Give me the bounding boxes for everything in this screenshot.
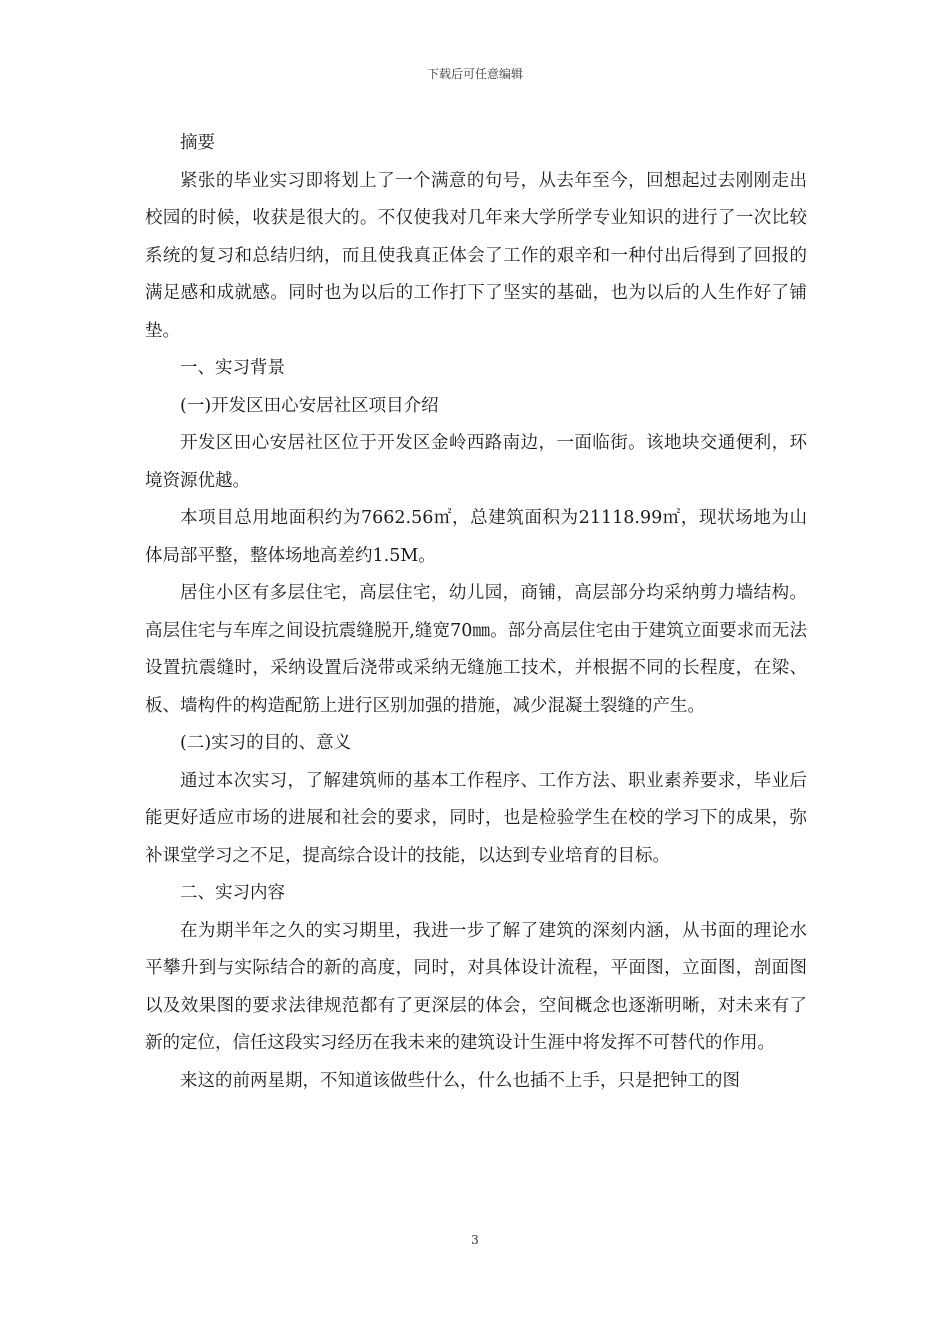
paragraph-first-weeks: 来这的前两星期，不知道该做些什么，什么也插不上手，只是把钟工的图 xyxy=(180,1070,740,1091)
page-header: 下载后可任意编辑 xyxy=(426,67,523,81)
section-heading-background: 一、实习背景 xyxy=(180,358,285,378)
subsection-heading-project: (一)开发区田心安居社区项目介绍 xyxy=(180,395,439,416)
abstract-heading: 摘要 xyxy=(180,133,215,153)
paragraph-location: 开发区田心安居社区位于开发区金岭西路南边，一面临街。该地块交通便利，环境资源优越。 xyxy=(145,433,807,491)
page-number: 3 xyxy=(471,1233,479,1247)
paragraph-area: 本项目总用地面积约为7662.56㎡，总建筑面积为21118.99㎡，现状场地为山体局部平整，整体场地高差约1.5M。 xyxy=(145,508,807,566)
document-body xyxy=(145,125,807,1100)
paragraph-purpose: 通过本次实习，了解建筑师的基本工作程序、工作方法、职业素养要求，毕业后能更好适应市场的进展和社会的要求，同时，也是检验学生在校的学习下的成果，弥补课堂学习之不足，提高综合设计的技能，以达到专业培育的目标。 xyxy=(145,770,807,866)
paragraph-structure: 居住小区有多层住宅，高层住宅，幼儿园，商铺，高层部分均采纳剪力墙结构。高层住宅与车库之间设抗震缝脱开,缝宽70㎜。部分高层住宅由于建筑立面要求而无法设置抗震缝时，采纳设置后浇带或采纳无缝施工技术，并根据不同的长程度，在梁、板、墙构件的构造配筋上进行区别加强的措施，减少混凝土裂缝的产生。 xyxy=(145,583,807,716)
paragraph-content: 在为期半年之久的实习期里，我进一步了解了建筑的深刻内涵，从书面的理论水平攀升到与实际结合的新的高度，同时，对具体设计流程，平面图，立面图，剖面图以及效果图的要求法律规范都有了更深层的体会，空间概念也逐渐明晰，对未来有了新的定位，信任这段实习经历在我未来的建筑设计生涯中将发挥不可替代的作用。 xyxy=(145,920,807,1053)
subsection-heading-purpose: (二)实习的目的、意义 xyxy=(180,733,352,753)
section-heading-content: 二、实习内容 xyxy=(180,883,285,903)
abstract-paragraph: 紧张的毕业实习即将划上了一个满意的句号，从去年至今，回想起过去刚刚走出校园的时候，收获是很大的。不仅使我对几年来大学所学专业知识的进行了一次比较系统的复习和总结归纳，而且使我真正体会了工作的艰辛和一种付出后得到了回报的满足感和成就感。同时也为以后的工作打下了坚实的基础，也为以后的人生作好了铺垫。 xyxy=(145,170,807,341)
